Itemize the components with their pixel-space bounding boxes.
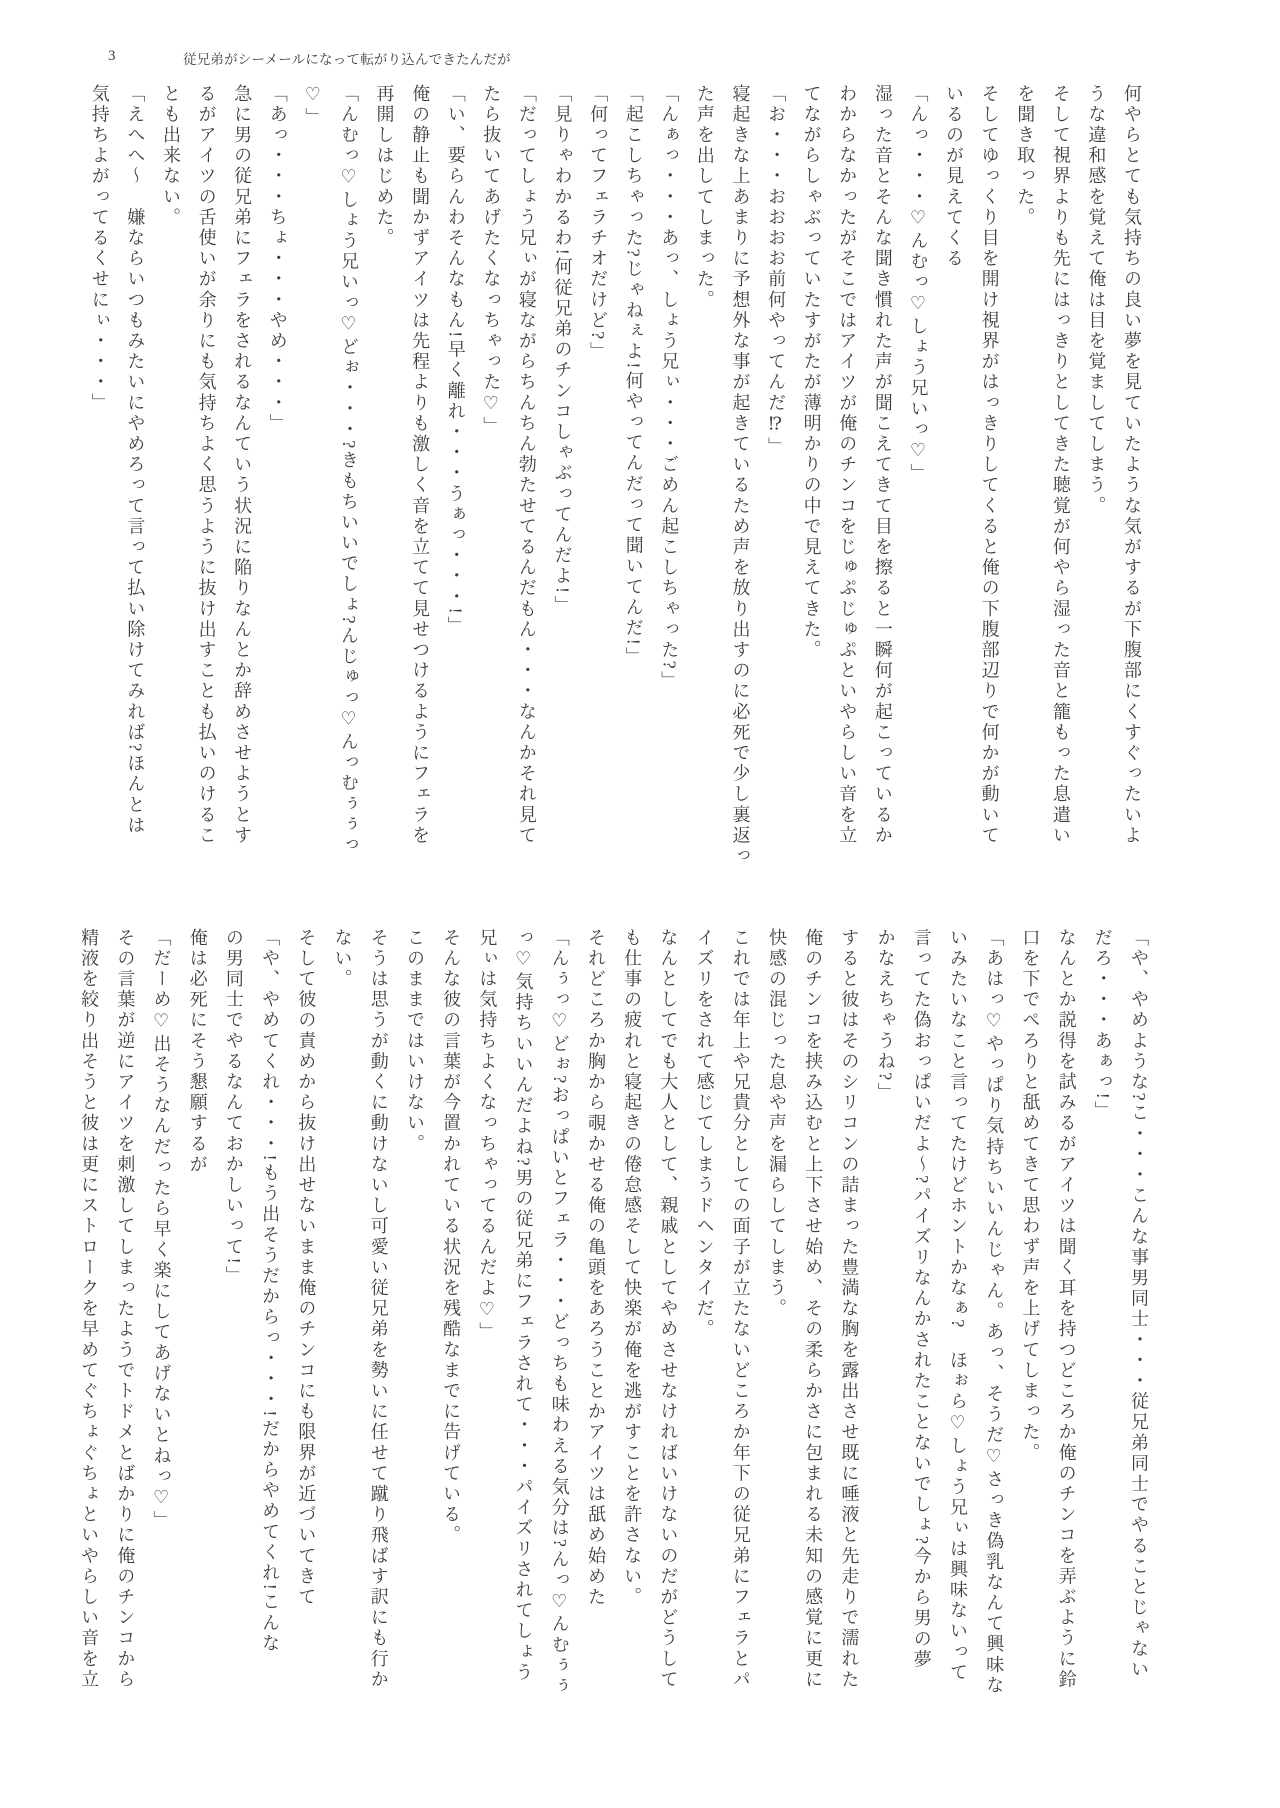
text-column: 俺の静止も聞かずアイツは先程よりも激しく音を立てて見せつけるようにフェラを (410, 84, 431, 847)
text-column: 「や、やめてくれ・・・!もう出そうだからっ・・・!だからやめてくれ!こんな (260, 928, 281, 1655)
text-column: いみたいなこと言ってたけどホントかなぁ? ほぉら♡しょう兄ぃは興味ないって (947, 928, 968, 1684)
text-column: なんとか説得を試みるがアイツは聞く耳を持つどころか俺のチンコを弄ぶように鈴 (1056, 928, 1077, 1691)
text-column: そんな彼の言葉が今置かれている状況を残酷なまでに告げている。 (441, 928, 462, 1546)
text-column: 「んぅっ♡どぉ?おっぱいとフェラ・・・どっちも味わえる気分は?んっ♡んむぅぅ (549, 928, 570, 1697)
text-column: すると彼はそのシリコンの詰まった豊満な胸を露出させ既に唾液と先走りで濡れた (839, 928, 860, 1691)
text-column: 「だーめ♡出そうなんだったら早く楽にしてあげないとねっ♡」 (151, 928, 172, 1532)
text-column: うな違和感を覚えて俺は目を覚ましてしまう。 (1086, 84, 1107, 517)
text-column: 「や、やめような?こ・・・こんな事男同士・・・従兄弟同士でやることじゃない (1129, 928, 1149, 1681)
text-column: 「だってしょう兄ぃが寝ながらちんちん勃たせてるんだもん・・・なんかそれ見て (516, 84, 537, 847)
page-header (0, 46, 1280, 70)
text-column: 再開しはじめた。 (374, 84, 395, 249)
text-column: てながらしゃぶっていたすがたが薄明かりの中で見えてきた。 (801, 84, 822, 661)
text-column: 兄ぃは気持ちよくなっちゃってるんだよ♡」 (477, 928, 498, 1343)
text-column: も仕事の疲れと寝起きの倦怠感そして快楽が俺を逃がすことを許さない。 (622, 928, 643, 1608)
text-block-bottom (71, 928, 1157, 1728)
text-column: とも出来ない。 (160, 84, 181, 229)
text-column: わからなかったがそこではアイツが俺のチンコをじゅぷじゅぷといやらしい音を立 (837, 84, 858, 847)
text-column: 「い、要らんわそんなもん!早く離れ・・・うぁっ・・・!」 (445, 84, 466, 637)
text-column: 寝起きな上あまりに予想外な事が起きているため声を放り出すのに必死で少し裏返っ (730, 84, 751, 867)
text-column: 「あっ・・・ちょ・・・やめ・・・」 (267, 84, 288, 435)
text-column: 「んっ・・・♡んむっ♡しょう兄いっ♡」 (908, 84, 929, 485)
text-column: 俺は必死にそう懇願するが (187, 928, 208, 1176)
text-block-top (81, 84, 1149, 964)
text-column: 快感の混じった息や声を漏らしてしまう。 (766, 928, 787, 1320)
text-column: 「何ってフェラチオだけど?」 (588, 84, 609, 363)
text-column: ♡」 (303, 84, 324, 129)
text-column: 「あはっ♡やっぱり気持ちいいんじゃん。あっ、そうだ♡さっき偽乳なんて興味な (984, 928, 1005, 1697)
text-column: 「んぁっ・・・あっ、しょう兄ぃ・・・ごめん起こしちゃった?」 (659, 84, 680, 692)
text-column: 何やらとても気持ちの良い夢を見ていたような気がするが下腹部にくすぐったいよ (1122, 84, 1142, 847)
text-column: なんとしてでも大人として、親戚としてやめさせなければいけないのだがどうして (658, 928, 679, 1691)
text-column: そして視界よりも先にはっきりとしてきた聴覚が何やら湿った音と籠もった息遣い (1050, 84, 1071, 847)
text-column: 「お・・・おおおお前何やってんだ⁉」 (766, 84, 787, 458)
text-column: を聞き取った。 (1015, 84, 1036, 229)
text-column: るがアイツの舌使いが余りにも気持ちよく思うように抜け出すことも払いのけるこ (196, 84, 217, 847)
text-column: だろ・・・あぁっ!」 (1092, 928, 1113, 1122)
text-column: 湿った音とそんな聞き慣れた声が聞こえてきて目を擦ると一瞬何が起こっているか (872, 84, 893, 847)
text-column: 「起こしちゃった?じゃねぇよ!何やってんだって聞いてんだ!」 (623, 84, 644, 668)
text-column: そして彼の責めから抜け出せないまま俺のチンコにも限界が近づいてきて (296, 928, 317, 1608)
text-column: 精液を絞り出そうと彼は更にストロークを早めてぐちょぐちょといやらしい音を立 (79, 928, 100, 1691)
text-column: 「見りゃわかるわ!何従兄弟のチンコしゃぶってんだよ!」 (552, 84, 573, 617)
text-column: た声を出してしまった。 (694, 84, 715, 311)
text-column: その言葉が逆にアイツを刺激してしまったようでトドメとばかりに俺のチンコから (115, 928, 136, 1691)
text-column: これでは年上や兄貴分としての面子が立たないどころか年下の従兄弟にフェラとパ (730, 928, 751, 1691)
text-column: イズリをされて感じてしまうドヘンタイだ。 (694, 928, 715, 1340)
page-number: 3 (108, 48, 116, 64)
text-column: 「えへへ～ 嫌ならいつもみたいにやめろって言って払い除けてみれば?ほんとは (125, 84, 146, 837)
text-column: 急に男の従兄弟にフェラをされるなんていう状況に陥りなんとか辞めさせようとす (232, 84, 253, 847)
text-column: 言ってた偽おっぱいだよ～?パイズリなんかされたことないでしょ?今から男の夢 (911, 928, 932, 1671)
text-column: 口を下でぺろりと舐めてきて思わず声を上げてしまった。 (1020, 928, 1041, 1464)
text-column: っ♡気持ちいいんだよね?男の従兄弟にフェラされて・・・パイズリされてしょう (513, 928, 534, 1684)
text-column: このままではいけない。 (404, 928, 425, 1155)
text-column: かなえちゃうね?」 (875, 928, 896, 1104)
text-column: それどころか胸から覗かせる俺の亀頭をあろうことかアイツは舐め始めた (585, 928, 606, 1608)
text-column: の男同士でやるなんておかしいって!」 (223, 928, 244, 1287)
text-column: いるのが見えてくる (944, 84, 965, 270)
text-column: たら抜いてあげたくなっちゃった♡」 (481, 84, 502, 438)
text-column: そうは思うが動くに動けないし可愛い従兄弟を勢いに任せて蹴り飛ばす訳にも行か (368, 928, 389, 1691)
text-column: そしてゆっくり目を開け視界がはっきりしてくると俺の下腹部辺りで何かが動いて (979, 84, 1000, 847)
text-column: ない。 (332, 928, 353, 990)
text-column: 気持ちよがってるくせにぃ・・・」 (89, 84, 110, 414)
text-column: 俺のチンコを挟み込むと上下させ始め、その柔らかさに包まれる未知の感覚に更に (803, 928, 824, 1691)
page-title: 従兄弟がシーメールになって転がり込んできたんだが (183, 52, 511, 67)
text-column: 「んむっ♡しょう兄いっ♡どぉ・・・?きもちいいでしょ?んじゅっ♡んっむぅぅっ (338, 84, 359, 856)
